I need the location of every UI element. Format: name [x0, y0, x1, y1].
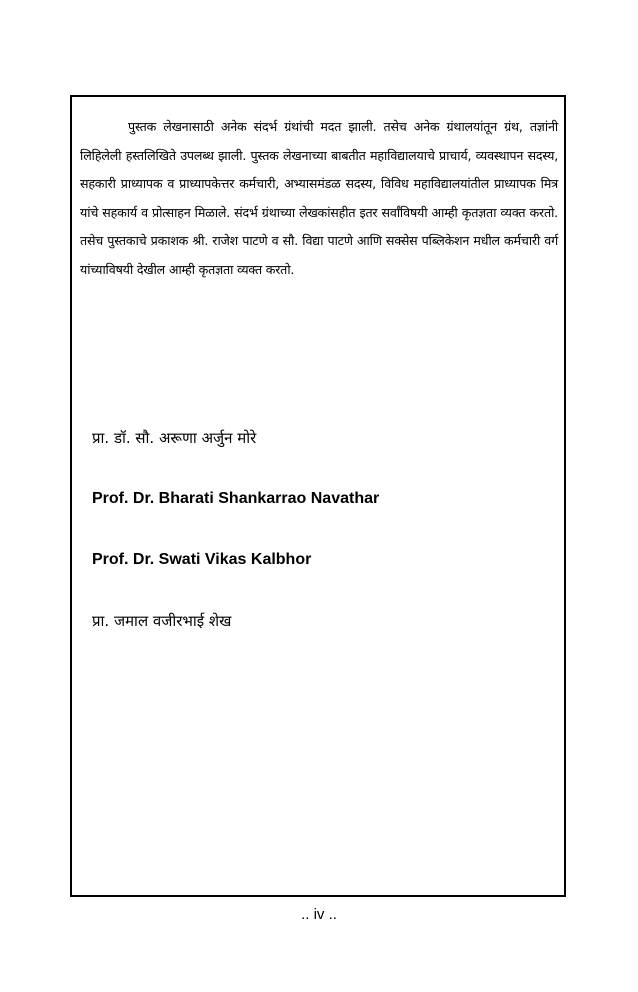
page-border-frame	[70, 95, 566, 897]
author-name-swati-kalbhor: Prof. Dr. Swati Vikas Kalbhor	[92, 551, 312, 568]
author-list	[92, 427, 552, 671]
acknowledgement-paragraph: पुस्तक लेखनासाठी अनेक संदर्भ ग्रंथांची मदत झाली. तसेच अनेक ग्रंथालयांतून ग्रंथ, तज्ञांनी लिहिलेली हस्तलिखिते उपलब्ध झाली. पुस्तक लेखनाच्या बाबतीत महाविद्यालयाचे प्राचार्य, व्यवस्थापन सदस्य, सहकारी प्राध्यापक व प्राध्यापकेत्तर कर्मचारी, अभ्यासमंडळ सदस्य, विविध महाविद्यालयांतील प्राध्यापक मित्र यांचे सहकार्य व प्रोत्साहन मिळाले. संदर्भ ग्रंथाच्या लेखकांसहीत इतर सर्वांविषयी आम्ही कृतज्ञता व्यक्त करतो. तसेच पुस्तकाचे प्रकाशक श्री. राजेश पाटणे व सौ. विद्या पाटणे आणि सक्सेस पब्लिकेशन मधील कर्मचारी वर्ग यांच्याविषयी देखील आम्ही कृतज्ञता व्यक्त करतो.	[80, 119, 558, 277]
page-number: .. iv ..	[301, 906, 337, 923]
author-name-jamal-shaikh: प्रा. जमाल वजीरभाई शेख	[92, 612, 232, 630]
author-name-bharati-navathar: Prof. Dr. Bharati Shankarrao Navathar	[92, 490, 380, 507]
author-name-aruna-more: प्रा. डॉ. सौ. अरूणा अर्जुन मोरे	[92, 429, 257, 447]
